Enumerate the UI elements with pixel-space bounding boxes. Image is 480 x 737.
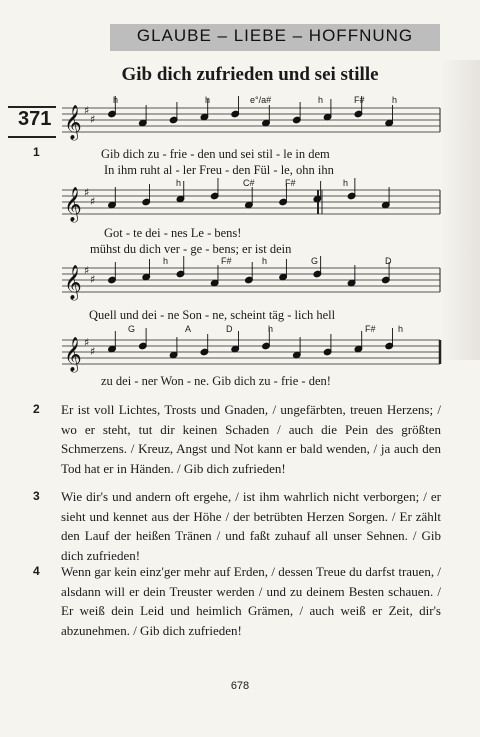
- chord-s3-5: D: [385, 256, 392, 266]
- sharp-icon: ♯: [84, 104, 90, 117]
- chord-s1-6: h: [392, 95, 398, 105]
- chord-s1-2: h: [205, 95, 211, 105]
- treble-clef-icon: 𝄞: [64, 337, 82, 372]
- chord-s4-3: D: [226, 324, 233, 334]
- verse-4-text: Wenn gar kein einz'ger mehr auf Erden, / dessen Treue du darfst trauen, / alsdann will er dein Treuster werden / und zu deinem Besten schauen. / Er weiß dein Leid und heimlich Grämen, / auch weiß er Zeit, dir's abzunehmen. / Gib dich zufrieden!: [61, 564, 441, 638]
- treble-clef-icon: 𝄞: [64, 265, 82, 300]
- chord-s4-5: F#: [365, 324, 376, 334]
- sharp-icon: ♯: [90, 113, 96, 126]
- chord-s1-3: e°/a#: [250, 95, 272, 105]
- chord-s2-4: h: [343, 178, 349, 188]
- sharp-icon: ♯: [90, 273, 96, 286]
- sharp-icon: ♯: [84, 186, 90, 199]
- verse-3-text: Wie dir's und andern oft ergehe, / ist ihm wahrlich nicht verborgen; / er sieht und kennet aus der Höhe / der betrübten Herzen Sorgen. / Er zählt den Lauf der heißen Tränen / und faßt zuhauf all unser Sehnen. / Gib dich zufrieden!: [61, 489, 441, 563]
- lyric-staff1-line2: In ihm ruht al - ler Freu - den Fül - le, ohn ihn: [104, 163, 334, 177]
- lyric-staff2-line1: Got - te dei - nes Le - bens!: [104, 226, 242, 240]
- chord-s4-6: h: [398, 324, 404, 334]
- song-title: Gib dich zufrieden und sei stille: [121, 64, 379, 85]
- lyric-staff4: zu dei - ner Won - ne. Gib dich zu - frie - den!: [101, 374, 331, 388]
- treble-clef-icon: 𝄞: [64, 105, 82, 140]
- verse-2-number: 2: [33, 402, 40, 416]
- sharp-icon: ♯: [84, 336, 90, 349]
- sharp-icon: ♯: [90, 345, 96, 358]
- chord-s3-1: h: [163, 256, 169, 266]
- chord-s2-1: h: [176, 178, 182, 188]
- verse-1-number: 1: [33, 145, 40, 159]
- lyric-staff1-line1: Gib dich zu - frie - den und sei stil - le in dem: [101, 147, 330, 161]
- chord-s1-5: F#: [354, 95, 365, 105]
- lyric-staff2-line2: mühst du dich ver - ge - bens; er ist dein: [90, 242, 292, 256]
- verse-4-number: 4: [33, 564, 40, 578]
- treble-clef-icon: 𝄞: [64, 187, 82, 222]
- chord-s1-1: h: [113, 95, 119, 105]
- page-number: 678: [230, 680, 250, 692]
- chord-s2-2: C#: [243, 178, 255, 188]
- chord-s4-1: G: [128, 324, 136, 334]
- section-header-title: GLAUBE – LIEBE – HOFFNUNG: [136, 26, 414, 45]
- chord-s4-2: A: [185, 324, 192, 334]
- chord-s1-4: h: [318, 95, 324, 105]
- song-number: 371: [18, 108, 52, 130]
- sharp-icon: ♯: [90, 195, 96, 208]
- chord-s3-4: G: [311, 256, 319, 266]
- chord-s3-3: h: [262, 256, 268, 266]
- verse-3-number: 3: [33, 489, 40, 503]
- chord-s4-4: h: [268, 324, 274, 334]
- verse-2-text: Er ist voll Lichtes, Trosts und Gnaden, / ungefärbten, treuen Herzens; / wo er steht, tut dir keinen Schaden / auch die Pein des größten Schmerzens. / Kreuz, Angst und Not kann er bald wenden, / ja auch den Tod hat er in Händen. / Gib dich zufrieden!: [61, 402, 441, 476]
- chord-s3-2: F#: [221, 256, 232, 266]
- chord-s2-3: F#: [285, 178, 296, 188]
- sharp-icon: ♯: [84, 264, 90, 277]
- lyric-staff3: Quell und dei - ne Son - ne, scheint täg - lich hell: [89, 308, 336, 322]
